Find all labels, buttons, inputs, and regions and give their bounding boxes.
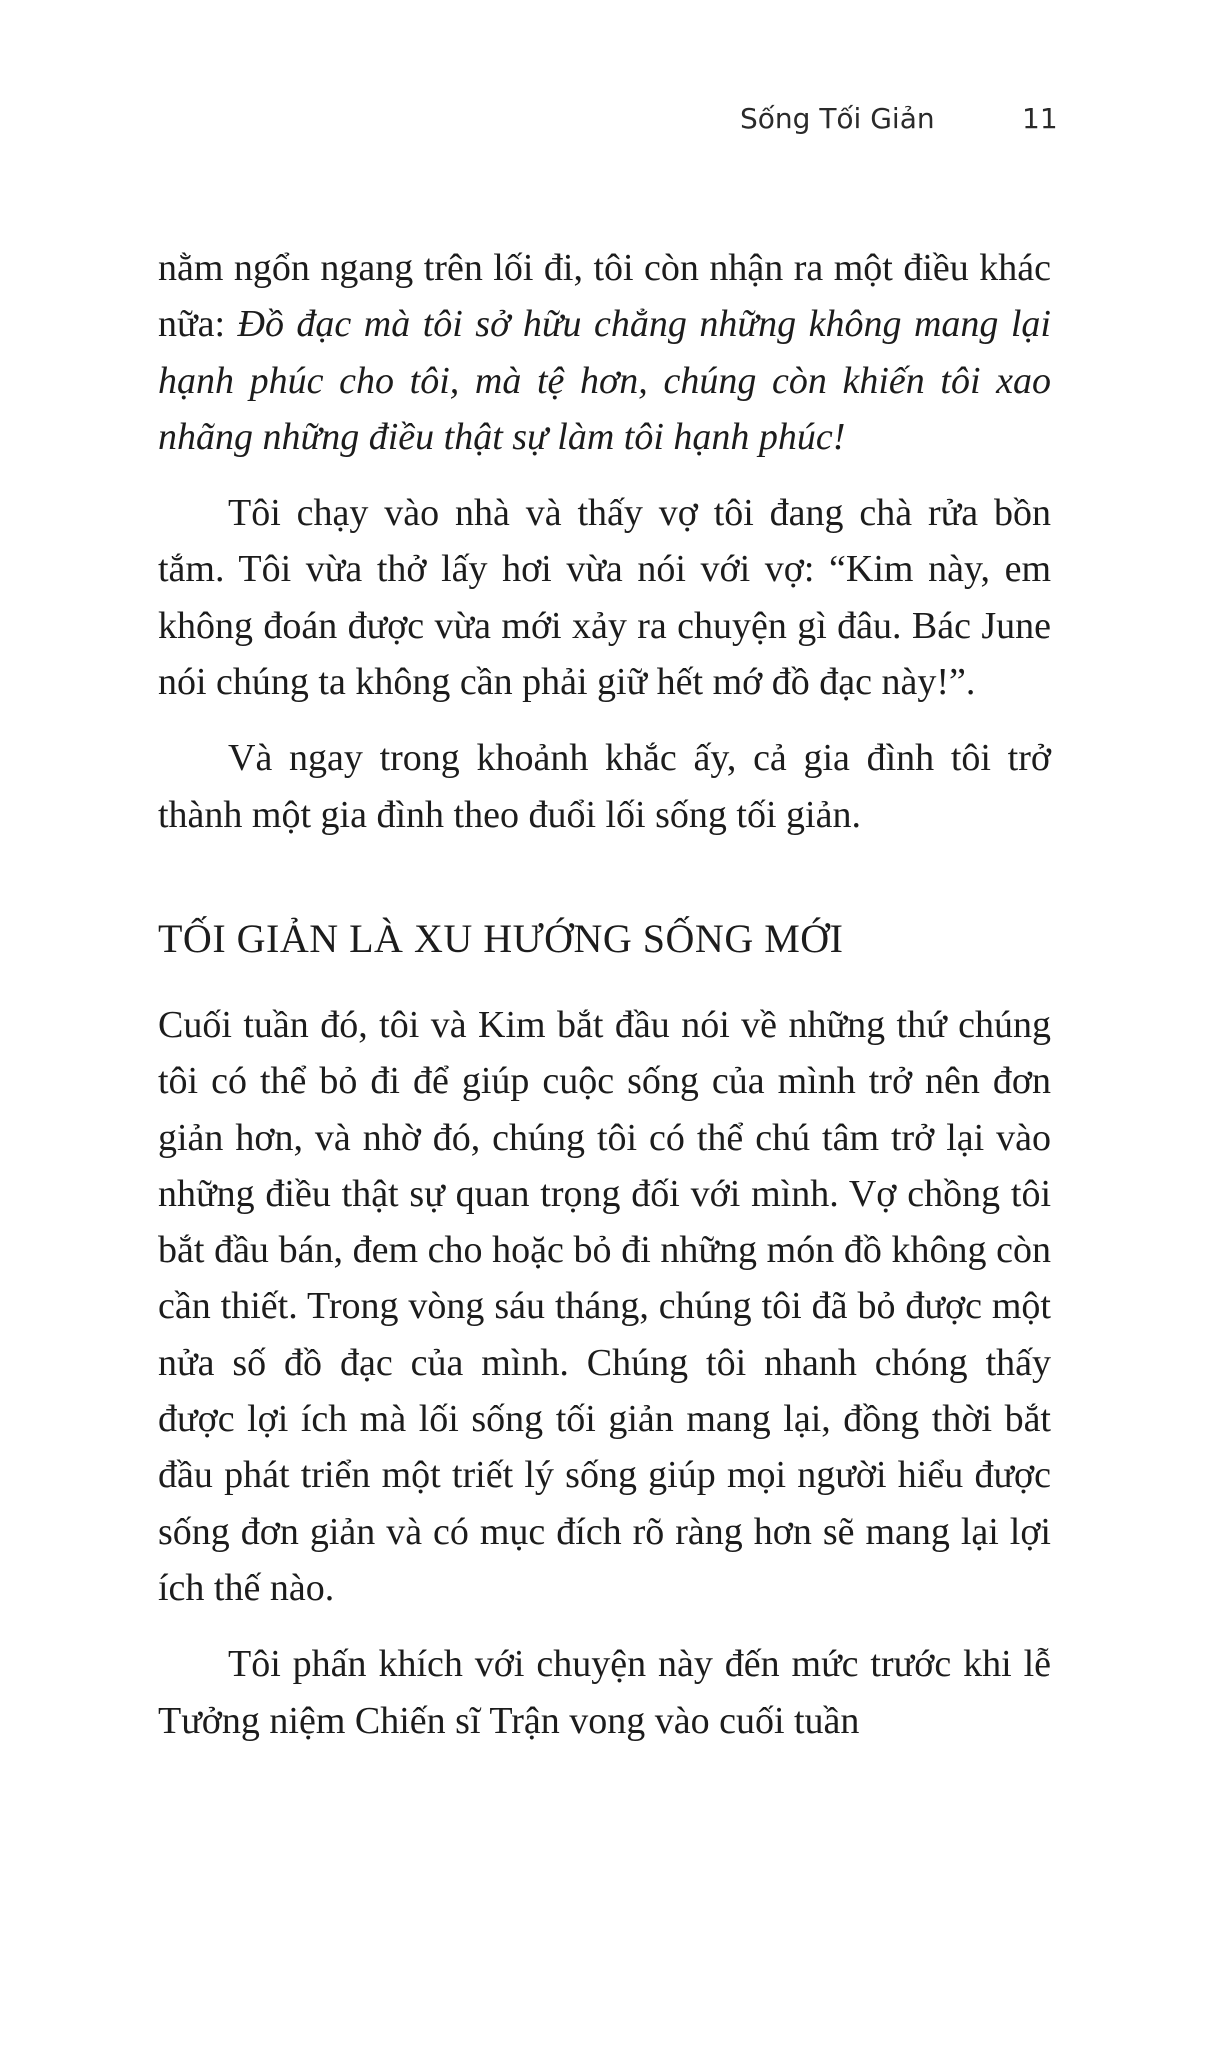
paragraph-1-italic: Đồ đạc mà tôi sở hữu chẳng những không mang lại hạnh phúc cho tôi, mà tệ hơn, chúng còn khiến tôi xao nhãng những điều thật sự làm tôi hạnh phúc! xyxy=(158,303,1051,458)
paragraph-1-lead: nằm ngổn ngang trên lối đi, tôi còn nhận ra một điều khác nữa: xyxy=(158,247,1051,346)
running-head xyxy=(740,102,1060,142)
body-text xyxy=(158,240,1051,1769)
paragraph-4: Cuối tuần đó, tôi và Kim bắt đầu nói về những thứ chúng tôi có thể bỏ đi để giúp cuộc sống của mình trở nên đơn giản hơn, và nhờ đó, chúng tôi có thể chú tâm trở lại vào những điều thật sự quan trọng đối với mình. Vợ chồng tôi bắt đầu bán, đem cho hoặc bỏ đi những món đồ không còn cần thiết. Trong vòng sáu tháng, chúng tôi đã bỏ được một nửa số đồ đạc của mình. Chúng tôi nhanh chóng thấy được lợi ích mà lối sống tối giản mang lại, đồng thời bắt đầu phát triển một triết lý sống giúp mọi người hiểu được sống đơn giản và có mục đích rõ ràng hơn sẽ mang lại lợi ích thế nào. xyxy=(158,1003,1051,1609)
paragraph-2: Tôi chạy vào nhà và thấy vợ tôi đang chà rửa bồn tắm. Tôi vừa thở lấy hơi vừa nói với vợ: “Kim này, em không đoán được vừa mới xảy ra chuyện gì đâu. Bác June nói chúng ta không cần phải giữ hết mớ đồ đạc này!”. xyxy=(158,492,1051,704)
section-heading: TỐI GIẢN LÀ XU HƯỚNG SỐNG MỚI xyxy=(158,915,844,961)
page-number: 11 xyxy=(1022,102,1058,135)
running-head-title: Sống Tối Giản xyxy=(740,102,935,135)
paragraph-3: Và ngay trong khoảnh khắc ấy, cả gia đình tôi trở thành một gia đình theo đuổi lối sống tối giản. xyxy=(158,737,1051,836)
paragraph-5: Tôi phấn khích với chuyện này đến mức trước khi lễ Tưởng niệm Chiến sĩ Trận vong vào cuối tuần xyxy=(158,1643,1051,1742)
paragraph-1 xyxy=(158,240,1051,465)
